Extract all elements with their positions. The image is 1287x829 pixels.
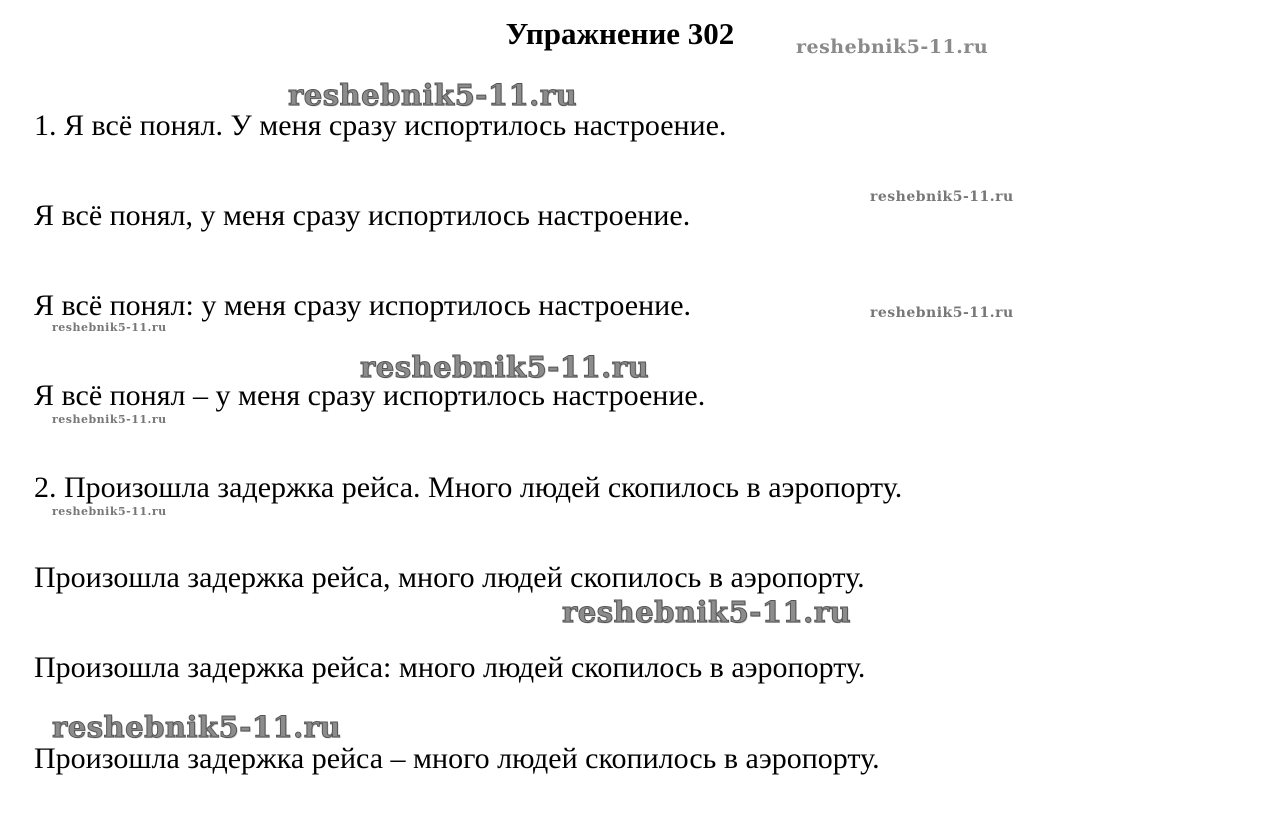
watermark: reshebnik5-11.ru [288, 78, 578, 112]
sentence-line: Произошла задержка рейса, много людей скопилось в аэропорту. [34, 561, 865, 594]
sentence-line: 2. Произошла задержка рейса. Много людей скопилось в аэропорту. [34, 471, 903, 504]
watermark: reshebnik5-11.ru [52, 505, 167, 518]
watermark: reshebnik5-11.ru [360, 350, 650, 384]
watermark: reshebnik5-11.ru [52, 710, 342, 744]
sentence-line: 1. Я всё понял. У меня сразу испортилось настроение. [34, 109, 727, 142]
watermark: reshebnik5-11.ru [796, 36, 989, 58]
watermark: reshebnik5-11.ru [870, 305, 1014, 321]
sentence-line: Произошла задержка рейса – много людей скопилось в аэропорту. [34, 742, 880, 775]
watermark: reshebnik5-11.ru [870, 189, 1014, 205]
sentence-line: Я всё понял – у меня сразу испортилось настроение. [34, 379, 706, 412]
watermark: reshebnik5-11.ru [562, 595, 852, 629]
sentence-line: Произошла задержка рейса: много людей скопилось в аэропорту. [34, 651, 866, 684]
exercise-title: Упражнение 302 [505, 16, 735, 51]
watermark: reshebnik5-11.ru [52, 413, 167, 426]
sentence-line: Я всё понял: у меня сразу испортилось настроение. [34, 289, 692, 322]
sentence-line: Я всё понял, у меня сразу испортилось настроение. [34, 199, 691, 232]
watermark: reshebnik5-11.ru [52, 321, 167, 334]
